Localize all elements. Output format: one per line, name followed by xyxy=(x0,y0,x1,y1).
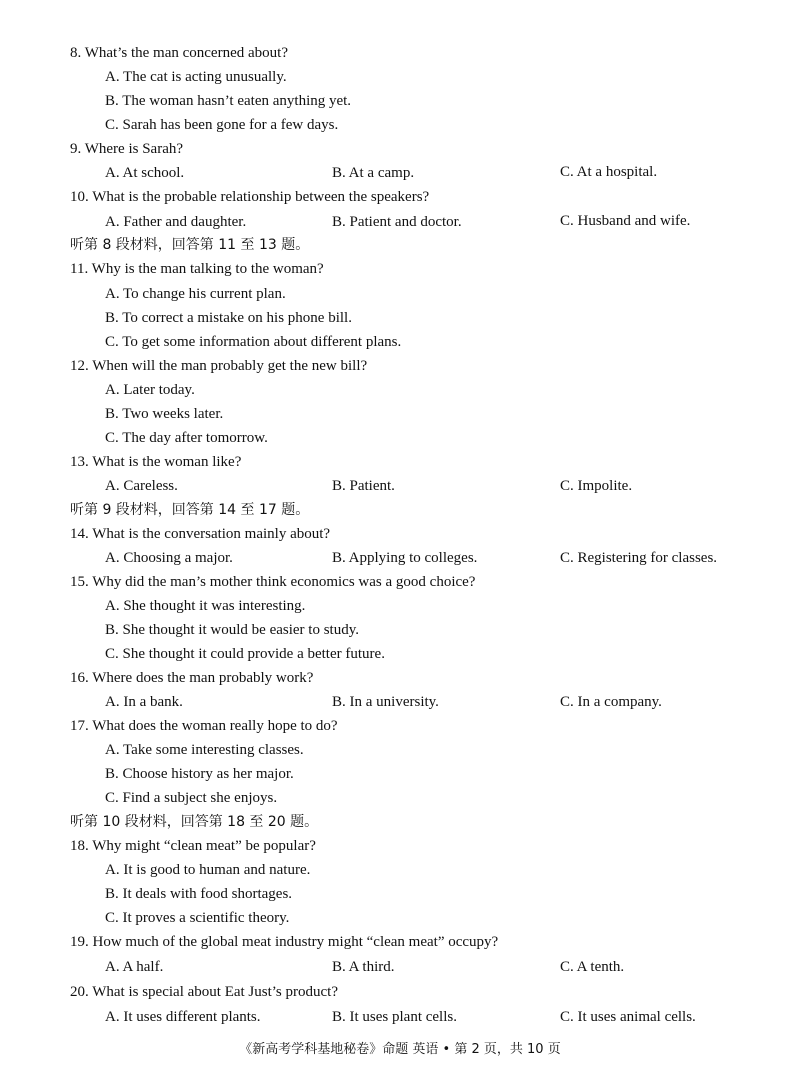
question-15: 15. Why did the man’s mother think economics was a good choice? xyxy=(70,574,476,590)
option-11c: C. To get some information about different plans. xyxy=(105,334,402,350)
question-8: 8. What’s the man concerned about? xyxy=(70,45,288,61)
option-20c: C. It uses animal cells. xyxy=(560,1009,696,1025)
section-heading-10: 听第 10 段材料，回答第 18 至 20 题。 xyxy=(70,814,319,830)
question-19: 19. How much of the global meat industry might “clean meat” occupy? xyxy=(70,934,499,950)
option-12c: C. The day after tomorrow. xyxy=(105,430,268,446)
option-19a: A. A half. xyxy=(105,959,164,975)
option-17b: B. Choose history as her major. xyxy=(105,766,294,782)
question-20: 20. What is special about Eat Just’s product? xyxy=(70,984,339,1000)
question-11: 11. Why is the man talking to the woman? xyxy=(70,261,324,277)
option-12a: A. Later today. xyxy=(105,382,195,398)
option-9b: B. At a camp. xyxy=(332,165,415,181)
option-13b: B. Patient. xyxy=(332,478,395,494)
option-16c: C. In a company. xyxy=(560,694,662,710)
option-19c: C. A tenth. xyxy=(560,959,625,975)
question-16: 16. Where does the man probably work? xyxy=(70,670,314,686)
option-16b: B. In a university. xyxy=(332,694,439,710)
option-11a: A. To change his current plan. xyxy=(105,286,286,302)
option-10b: B. Patient and doctor. xyxy=(332,214,462,230)
section-heading-8: 听第 8 段材料，回答第 11 至 13 题。 xyxy=(70,237,310,253)
option-15b: B. She thought it would be easier to study. xyxy=(105,622,360,638)
option-13a: A. Careless. xyxy=(105,478,178,494)
option-13c: C. Impolite. xyxy=(560,478,633,494)
section-heading-9: 听第 9 段材料，回答第 14 至 17 题。 xyxy=(70,502,310,518)
option-14c: C. Registering for classes. xyxy=(560,550,718,566)
question-10: 10. What is the probable relationship between the speakers? xyxy=(70,189,430,205)
question-12: 12. When will the man probably get the new bill? xyxy=(70,358,368,374)
option-15a: A. She thought it was interesting. xyxy=(105,598,306,614)
question-18: 18. Why might “clean meat” be popular? xyxy=(70,838,316,854)
option-18b: B. It deals with food shortages. xyxy=(105,886,293,902)
option-17c: C. Find a subject she enjoys. xyxy=(105,790,278,806)
option-14b: B. Applying to colleges. xyxy=(332,550,478,566)
option-18a: A. It is good to human and nature. xyxy=(105,862,311,878)
option-8a: A. The cat is acting unusually. xyxy=(105,69,287,85)
option-12b: B. Two weeks later. xyxy=(105,406,224,422)
question-9: 9. Where is Sarah? xyxy=(70,141,184,157)
option-17a: A. Take some interesting classes. xyxy=(105,742,304,758)
option-9c: C. At a hospital. xyxy=(560,164,658,180)
option-10c: C. Husband and wife. xyxy=(560,213,691,229)
option-16a: A. In a bank. xyxy=(105,694,183,710)
option-15c: C. She thought it could provide a better future. xyxy=(105,646,385,662)
question-13: 13. What is the woman like? xyxy=(70,454,242,470)
option-20a: A. It uses different plants. xyxy=(105,1009,261,1025)
option-14a: A. Choosing a major. xyxy=(105,550,233,566)
option-11b: B. To correct a mistake on his phone bill. xyxy=(105,310,352,326)
option-20b: B. It uses plant cells. xyxy=(332,1009,457,1025)
option-9a: A. At school. xyxy=(105,165,185,181)
option-18c: C. It proves a scientific theory. xyxy=(105,910,290,926)
option-10a: A. Father and daughter. xyxy=(105,214,247,230)
page-footer: 《新高考学科基地秘卷》命题 英语 • 第 2 页，共 10 页 xyxy=(239,1042,561,1057)
question-17: 17. What does the woman really hope to do? xyxy=(70,718,338,734)
option-19b: B. A third. xyxy=(332,959,395,975)
option-8b: B. The woman hasn’t eaten anything yet. xyxy=(105,93,352,109)
question-14: 14. What is the conversation mainly about? xyxy=(70,526,331,542)
option-8c: C. Sarah has been gone for a few days. xyxy=(105,117,339,133)
